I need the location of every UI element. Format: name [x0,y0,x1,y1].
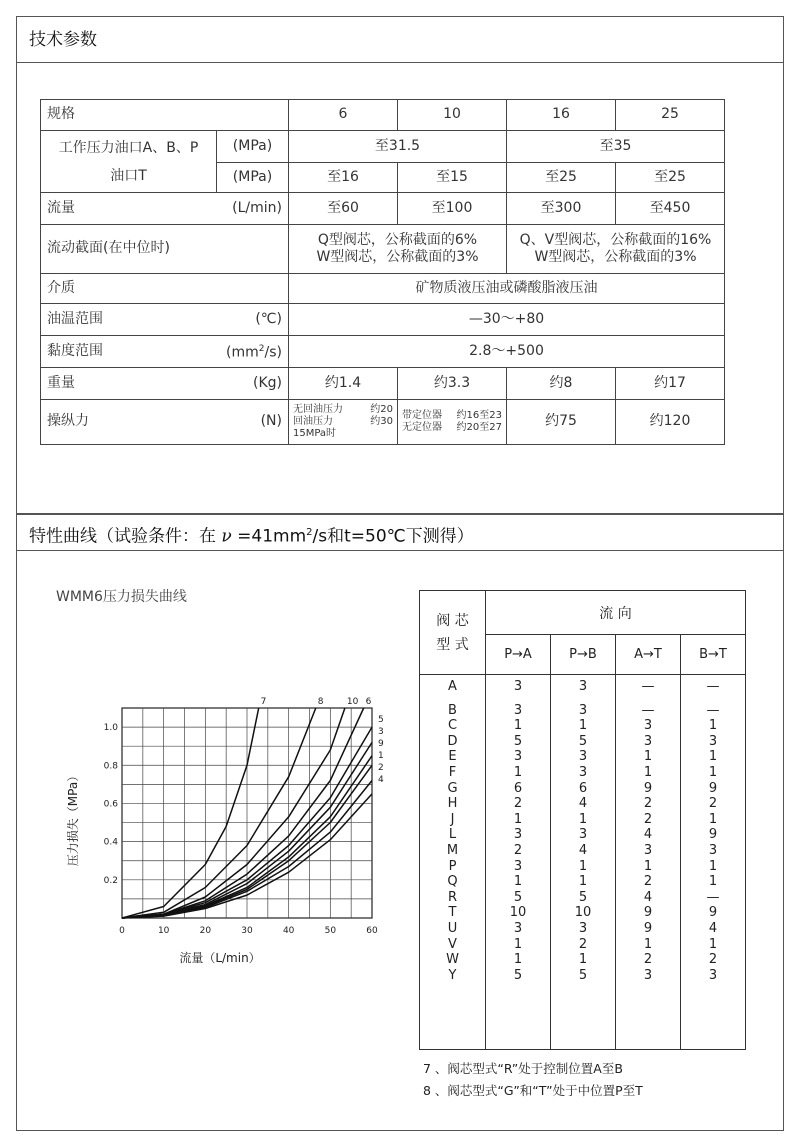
force-6 [289,399,398,444]
spool-cell: R [447,889,458,905]
chart-series-labels [261,697,384,785]
x-tick-label: 20 [199,926,212,936]
force-unit: (N) [217,399,289,444]
flow-direction-header: 流 向 [486,591,746,635]
section-large [507,225,725,273]
bt-cell: 1 [708,936,718,952]
pb-cell: 3 [578,679,588,694]
size-label: 规格 [41,100,289,131]
pb-cell: 3 [578,702,588,718]
pb-cell: 5 [578,967,588,983]
force6-cond-3: 15MPa时 [293,427,337,439]
bt-cell: 1 [708,764,718,780]
bt-cell: — [706,679,720,694]
spool-cell: B [448,702,457,718]
pressure-t-16: 至25 [507,162,616,193]
section-label: 流动截面(在中位时) [41,225,289,273]
at-cell: 4 [643,889,653,905]
spool-type-header-2: 型 式 [436,636,469,653]
spec-row-size [41,100,725,131]
force-10 [398,399,507,444]
pa-cell: 5 [513,733,523,749]
temp-value: —30～+80 [289,304,725,336]
flow-body-row [420,675,746,1050]
y-tick-label: 0.8 [103,761,118,772]
series-label-2: 2 [378,763,384,773]
pressure-t-25: 至25 [616,162,725,193]
bt-cell: 4 [708,920,718,936]
force10-cond-2: 无定位器 [402,421,442,433]
spec-row-section [41,225,725,273]
at-cell: 9 [643,780,653,796]
pb-cell: 5 [578,889,588,905]
x-tick-label: 60 [366,926,378,936]
force10-row-1 [402,410,502,422]
at-cell: 4 [643,827,653,843]
spec-row-weight [41,367,725,399]
at-cell: 9 [643,920,653,936]
size-16: 16 [507,100,616,131]
pb-cell: 1 [578,858,588,874]
spec-table [40,99,725,445]
spool-cell: M [446,842,459,858]
flow-direction-table [419,590,746,1050]
pressure-t-6: 至16 [289,162,398,193]
chart-title: WMM6压力损失曲线 [56,589,187,605]
spool-cell: P [448,858,457,874]
spool-cell: F [448,764,457,780]
spool-cell: A [448,679,457,694]
pa-cell: 2 [513,796,523,812]
bt-cell: 3 [708,733,718,749]
chart-ylabel: 压力损失（MPa） [66,769,80,867]
series-label-7: 7 [260,697,267,707]
spec-row-medium [41,273,725,304]
pb-cell: 2 [578,936,588,952]
size-6: 6 [289,100,398,131]
force10-val-2: 约20至27 [456,421,502,433]
pa-cell: 2 [513,842,523,858]
at-cell: 2 [643,796,653,812]
weight-6: 约1.4 [289,367,398,399]
flow-6: 至60 [289,193,398,225]
x-tick-label: 40 [282,926,295,936]
section-large-line-1: Q、V型阀芯，公称截面的16% [519,231,712,248]
pa-cell: 3 [513,827,523,843]
pb-cell: 1 [578,718,588,734]
curves-title-post: /s和t=50℃下测得） [312,526,474,547]
force6-cond-2: 回油压力 [293,415,333,427]
force-16: 约75 [507,399,616,444]
pressure-p-unit: (MPa) [217,130,289,162]
spec-row-force [41,399,725,444]
force10-val-1: 约16至23 [456,409,502,421]
section-small-line-2: W型阀芯，公称截面的3% [316,248,479,265]
weight-25: 约17 [616,367,725,399]
pressure-t-unit: (MPa) [217,162,289,193]
section-title-curves [17,515,783,551]
pb-cell: 1 [578,811,588,827]
section-title-tech-params: 技术参数 [17,17,783,63]
medium-label: 介质 [41,273,289,304]
temp-label: 油温范围 [41,304,217,336]
bt-cell: — [706,889,720,905]
at-cell: 1 [643,764,653,780]
bt-cell: 1 [708,749,718,765]
at-cell: 2 [643,952,653,968]
pa-cell: 1 [513,952,523,968]
pa-cell: 1 [513,718,523,734]
pb-cell: 3 [578,827,588,843]
curves-title-pre: 特性曲线（试验条件：在 [29,526,222,547]
visc-unit-sup: 2 [258,344,265,355]
pressure-p-large: 至35 [507,130,725,162]
spool-cell: V [448,936,457,952]
pressure-label-p: 工作压力油口A、B、P [58,139,199,156]
at-cell: 2 [643,874,653,890]
y-tick-label: 0.4 [103,837,118,848]
x-tick-label: 50 [324,926,337,936]
chart-xlabel: 流量（L/min） [179,951,261,965]
weight-label: 重量 [41,367,217,399]
y-tick-label: 1.0 [103,723,118,734]
at-cell: 1 [643,749,653,765]
force10-cond-1: 带定位器 [402,409,442,421]
series-label-8: 8 [317,697,324,707]
at-cell: 3 [643,733,653,749]
bt-cell: — [706,702,720,718]
curves-title-mid: =41mm [231,526,307,547]
spool-cell: Y [448,967,457,983]
col-bt: B→T [681,635,746,675]
bt-cell: 1 [708,874,718,890]
force-label: 操纵力 [41,399,217,444]
spool-type-header [420,591,486,675]
curves-title-nu: ν [221,526,232,547]
curves-title-sup: 2 [306,527,313,538]
pb-cell: 5 [578,733,588,749]
pa-cell: 3 [513,858,523,874]
col-at: A→T [616,635,681,675]
series-label-4: 4 [378,775,384,785]
bt-cell: 1 [708,858,718,874]
series-label-1: 1 [378,751,384,761]
pb-cell: 6 [578,780,588,796]
series-label-9: 9 [378,739,384,749]
note-2: 8 、阀芯型式“G”和“T”处于中位置P至T [423,1083,643,1098]
at-cell: 1 [643,858,653,874]
flow-25: 至450 [616,193,725,225]
flow-unit: (L/min) [217,193,289,225]
x-tick-label: 0 [119,926,125,936]
at-column [616,675,681,1050]
at-cell: 3 [643,718,653,734]
pressure-label-t: 油口T [110,167,147,184]
bt-cell: 2 [708,952,718,968]
series-label-6: 6 [365,697,372,707]
section-small [289,225,507,273]
bt-cell: 3 [708,967,718,983]
bt-column [681,675,746,1050]
size-25: 25 [616,100,725,131]
visc-label: 黏度范围 [41,336,217,368]
pb-cell: 4 [578,842,588,858]
spool-cell: G [447,780,458,796]
pa-cell: 3 [513,749,523,765]
visc-value: 2.8～+500 [289,336,725,368]
at-cell: 3 [643,967,653,983]
pb-cell: 4 [578,796,588,812]
pb-cell: 3 [578,764,588,780]
spool-cell: U [447,920,458,936]
pressure-p-small: 至31.5 [289,130,507,162]
spec-row-temp [41,304,725,336]
pressure-loss-chart [60,690,400,970]
spool-cell: D [447,733,458,749]
flow-10: 至100 [398,193,507,225]
spec-row-flow [41,193,725,225]
section-small-line-1: Q型阀芯，公称截面的6% [317,231,478,248]
pa-cell: 3 [513,702,523,718]
force10-row-2 [402,422,502,434]
temp-unit: (℃) [217,304,289,336]
pb-cell: 3 [578,920,588,936]
section-large-line-2: W型阀芯，公称截面的3% [534,248,697,265]
force6-row-2 [293,416,393,428]
force6-row-1 [293,404,393,416]
series-label-3: 3 [378,727,384,737]
force-25: 约120 [616,399,725,444]
medium-value: 矿物质液压油或磷酸脂液压油 [289,273,725,304]
pa-column [486,675,551,1050]
pa-cell: 1 [513,874,523,890]
spool-cell: W [446,952,459,968]
weight-10: 约3.3 [398,367,507,399]
chart-ticks [104,723,378,936]
force6-val-1: 约20 [370,403,393,415]
pb-cell: 10 [574,905,592,921]
flow-16: 至300 [507,193,616,225]
notes [423,1058,643,1102]
at-cell: — [641,702,655,718]
flow-head-row [420,591,746,635]
at-cell: 3 [643,842,653,858]
spec-row-visc [41,336,725,368]
spool-cell: E [448,749,457,765]
bt-cell: 1 [708,811,718,827]
bt-cell: 3 [708,842,718,858]
pb-column [551,675,616,1050]
pa-cell: 5 [513,889,523,905]
at-cell: — [641,679,655,694]
spool-column [420,675,486,1050]
x-tick-label: 10 [157,926,170,936]
bt-cell: 1 [708,718,718,734]
spec-row-pressure-p [41,130,725,162]
spool-cell: L [448,827,457,843]
pa-cell: 3 [513,920,523,936]
size-10: 10 [398,100,507,131]
spool-cell: Q [447,874,458,890]
spool-type-header-1: 阀 芯 [436,612,469,629]
pb-cell: 1 [578,952,588,968]
col-pa: P→A [486,635,551,675]
visc-unit-pre: (mm [226,344,259,361]
spool-cell: T [448,905,457,921]
force6-cond-1: 无回油压力 [293,403,343,415]
pb-cell: 1 [578,874,588,890]
y-tick-label: 0.6 [103,799,118,810]
spool-cell: C [447,718,458,734]
spool-cell: J [450,811,455,827]
pa-cell: 3 [513,679,523,694]
pb-cell: 3 [578,749,588,765]
pa-cell: 1 [513,764,523,780]
spool-cell: H [447,796,458,812]
pa-cell: 10 [509,905,527,921]
force6-val-2: 约30 [370,415,393,427]
pa-cell: 1 [513,936,523,952]
at-cell: 2 [643,811,653,827]
col-pb: P→B [551,635,616,675]
at-cell: 1 [643,936,653,952]
pa-cell: 5 [513,967,523,983]
bt-cell: 9 [708,905,718,921]
bt-cell: 9 [708,780,718,796]
series-label-10: 10 [346,697,359,707]
visc-unit-post: /s) [264,344,282,361]
at-cell: 9 [643,905,653,921]
pa-cell: 1 [513,811,523,827]
pa-cell: 6 [513,780,523,796]
pressure-t-10: 至15 [398,162,507,193]
visc-unit [217,336,289,368]
force6-row-3 [293,428,393,440]
flow-label: 流量 [41,193,217,225]
x-tick-label: 30 [241,926,253,936]
series-label-5: 5 [378,715,384,725]
weight-unit: (Kg) [217,367,289,399]
note-1: 7 、阀芯型式“R”处于控制位置A至B [423,1061,623,1076]
bt-cell: 9 [708,827,718,843]
y-tick-label: 0.2 [103,875,118,886]
weight-16: 约8 [507,367,616,399]
pressure-label [41,130,217,193]
bt-cell: 2 [708,796,718,812]
